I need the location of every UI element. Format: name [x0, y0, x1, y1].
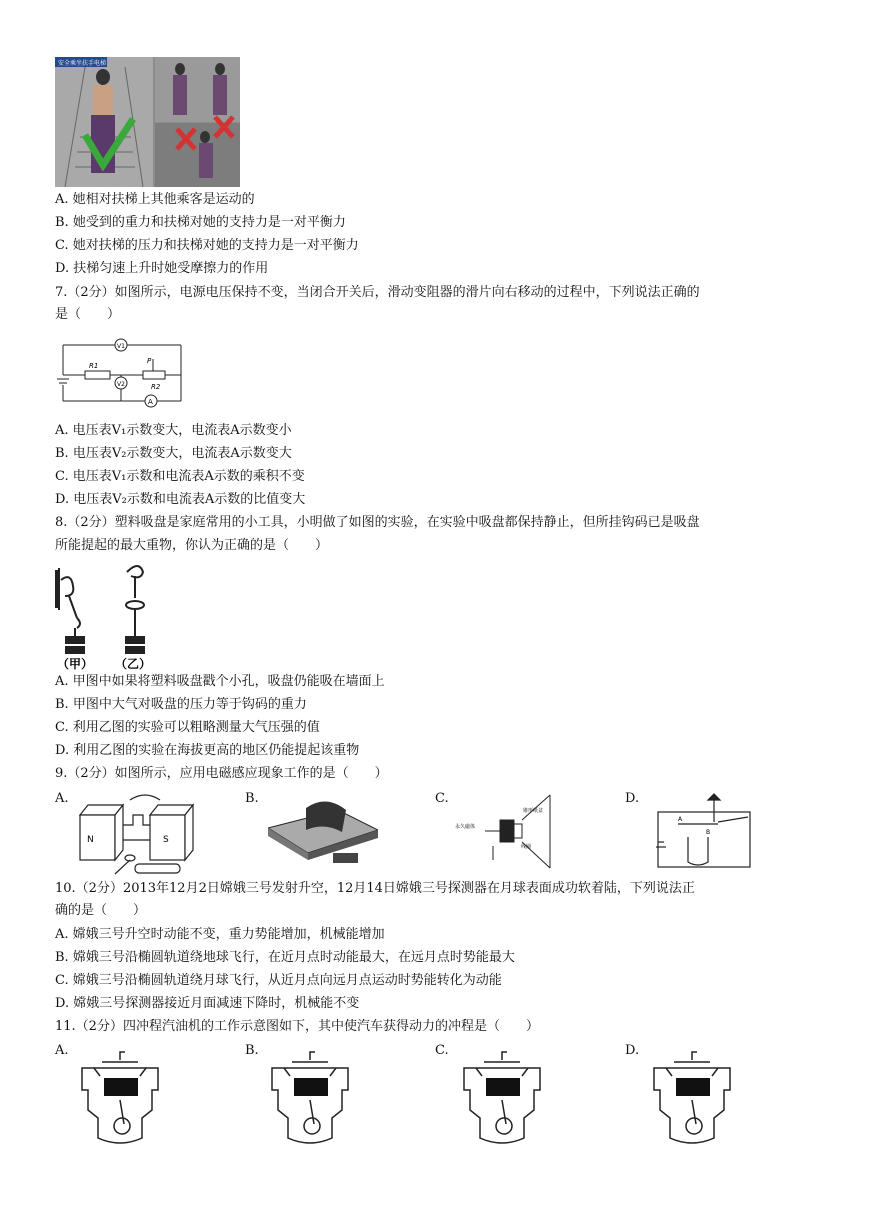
label-magnet: 永久磁体: [455, 824, 476, 830]
escalator-photo: [55, 57, 240, 187]
label-r1: R1: [89, 362, 99, 370]
q9-fig-d-bell: [648, 792, 758, 872]
q7-option-a: A. 电压表V₁示数变大，电流表A示数变小: [55, 423, 292, 438]
q11-engine-b: [270, 1048, 350, 1146]
q11-letter-a: A.: [55, 1043, 69, 1058]
q7-option-c: C. 电压表V₁示数和电流表A示数的乘积不变: [55, 469, 305, 484]
q6-option-b: B. 她受到的重力和扶梯对她的支持力是一对平衡力: [55, 215, 346, 230]
q11-letter-b: B.: [245, 1043, 259, 1058]
label-jia: （甲）: [57, 657, 94, 671]
q6-option-d: D. 扶梯匀速上升时她受摩擦力的作用: [55, 261, 269, 276]
q8-option-a: A. 甲图中如果将塑料吸盘戳个小孔，吸盘仍能吸在墙面上: [55, 674, 385, 689]
q10-stem-1: 10.（2分）2013年12月2日嫦娥三号发射升空，12月14日嫦娥三号探测器在月球表面成功软着陆，下列说法正: [55, 881, 695, 896]
label-coil: 线圈: [521, 844, 532, 850]
q10-option-c: C. 嫦娥三号沿椭圆轨道绕月球飞行，从近月点向远月点运动时势能转化为动能: [55, 973, 502, 988]
q9-fig-b-device: [268, 798, 378, 870]
q11-engine-a: [80, 1048, 160, 1146]
q9-letter-b: B.: [245, 791, 259, 806]
q9-fig-a-generator: [75, 790, 205, 875]
q8-option-b: B. 甲图中大气对吸盘的压力等于钩码的重力: [55, 697, 307, 712]
q11-engine-d: [652, 1048, 732, 1146]
q7-stem-2: 是（ ）: [55, 307, 121, 322]
q8-option-d: D. 利用乙图的实验在海拔更高的地区仍能提起该重物: [55, 743, 360, 758]
q11-stem: 11.（2分）四冲程汽油机的工作示意图如下，其中使汽车获得动力的冲程是（ ）: [55, 1019, 539, 1034]
q9-fig-c-speaker: [455, 790, 570, 870]
q8-stem-1: 8.（2分）塑料吸盘是家庭常用的小工具，小明做了如图的实验，在实验中吸盘都保持静止，但所挂钩码已是吸盘: [55, 515, 700, 530]
q9-letter-a: A.: [55, 791, 69, 806]
q7-option-b: B. 电压表V₂示数变大，电流表A示数变大: [55, 446, 292, 461]
label-p: P: [147, 357, 152, 365]
q9-stem: 9.（2分）如图所示，应用电磁感应现象工作的是（ ）: [55, 766, 388, 781]
q10-option-b: B. 嫦娥三号沿椭圆轨道绕地球飞行，在近月点时动能最大，在远月点时势能最大: [55, 950, 515, 965]
q6-option-c: C. 她对扶梯的压力和扶梯对她的支持力是一对平衡力: [55, 238, 359, 253]
q8-stem-2: 所能提起的最大重物，你认为正确的是（ ）: [55, 538, 329, 553]
label-v1: V1: [117, 343, 125, 350]
q7-stem-1: 7.（2分）如图所示，电源电压保持不变，当闭合开关后，滑动变阻器的滑片向右移动的过程中，下列说法正确的: [55, 285, 700, 300]
q10-option-a: A. 嫦娥三号升空时动能不变，重力势能增加，机械能增加: [55, 927, 385, 942]
label-cone: 锥形纸盆: [523, 808, 544, 814]
q11-engine-c: [462, 1048, 542, 1146]
q9-letter-c: C.: [435, 791, 449, 806]
label-v2: V2: [117, 381, 125, 388]
q7-option-d: D. 电压表V₂示数和电流表A示数的比值变大: [55, 492, 306, 507]
label-a: A: [148, 398, 153, 406]
label-d-a: A: [678, 816, 683, 823]
label-s: S: [163, 835, 169, 845]
label-yi: （乙）: [115, 657, 152, 671]
q8-option-c: C. 利用乙图的实验可以粗略测量大气压强的值: [55, 720, 320, 735]
q10-option-d: D. 嫦娥三号探测器接近月面减速下降时，机械能不变: [55, 996, 360, 1011]
photo-caption: 安全乘坐扶手电梯: [58, 60, 107, 67]
label-d-b: B: [706, 829, 711, 836]
q11-letter-c: C.: [435, 1043, 449, 1058]
q11-letter-d: D.: [625, 1043, 640, 1058]
q10-stem-2: 确的是（ ）: [55, 903, 147, 918]
q7-circuit-diagram: [55, 335, 190, 415]
label-n: N: [87, 835, 94, 845]
q9-letter-d: D.: [625, 791, 640, 806]
q8-suction-cup-figure: [55, 560, 165, 672]
q6-option-a: A. 她相对扶梯上其他乘客是运动的: [55, 192, 255, 207]
label-r2: R2: [151, 383, 161, 391]
